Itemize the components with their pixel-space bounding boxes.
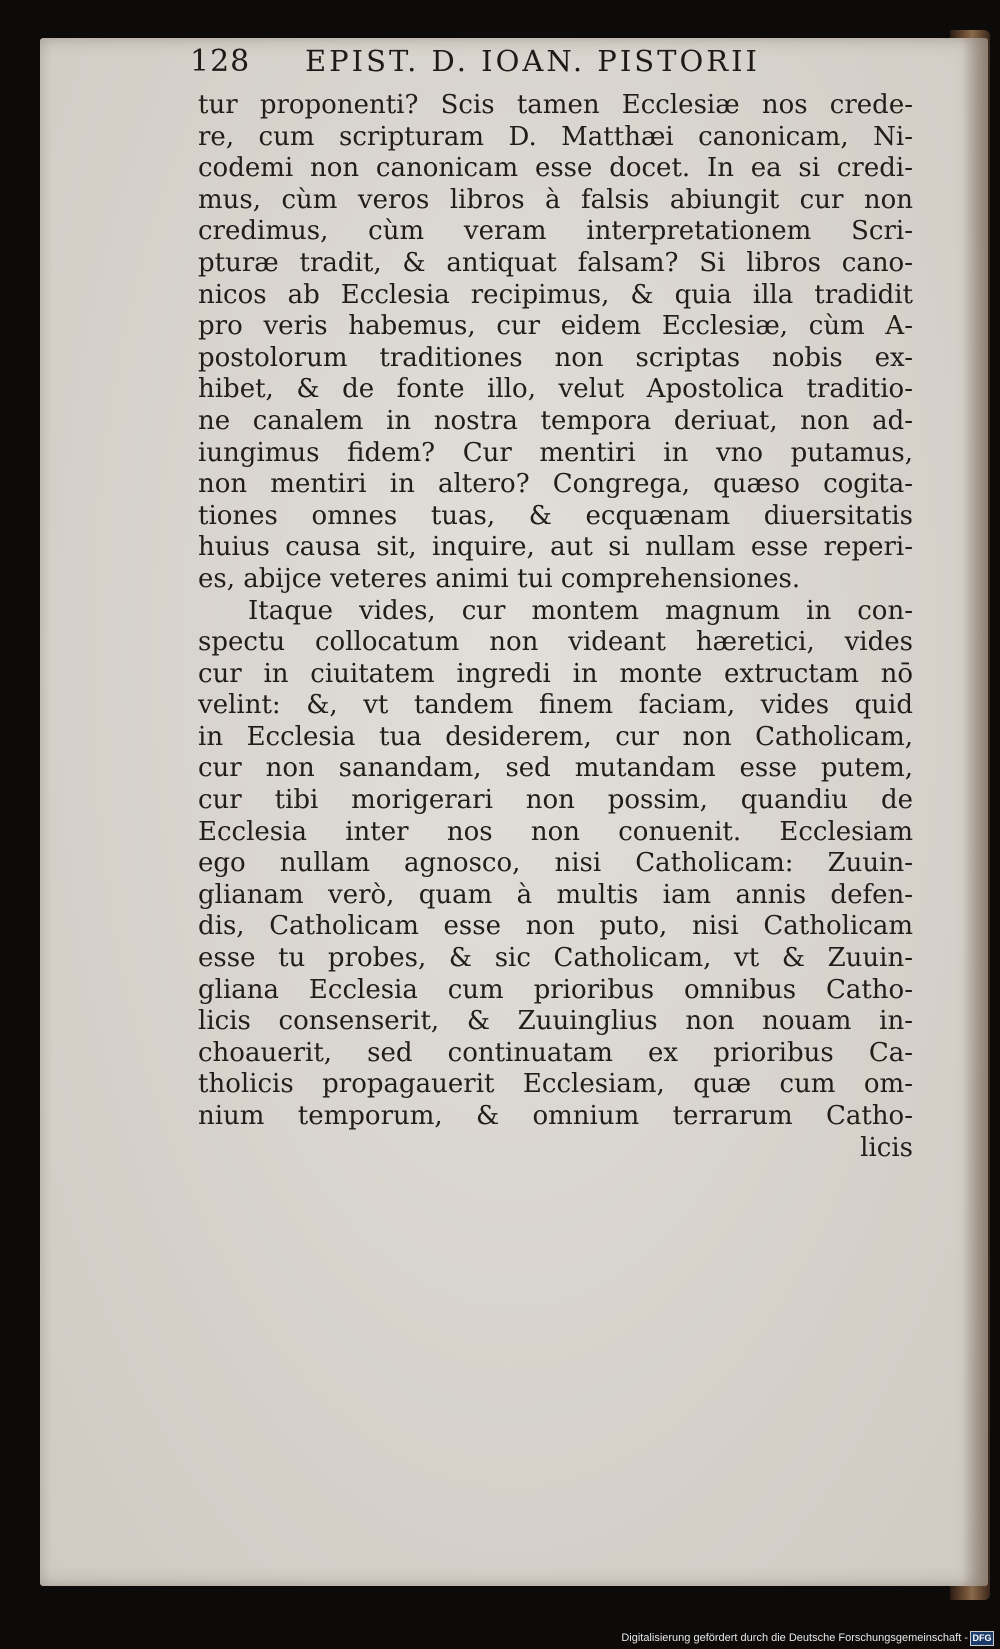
text-line: Ecclesia inter nos non conuenit. Ecclesiam <box>198 816 913 847</box>
text-line: tur proponenti? Scis tamen Ecclesiæ nos crede- <box>198 90 913 120</box>
text-line: licis consenserit, & Zuuinglius non nouam in- <box>198 1006 913 1037</box>
text-line: postolorum traditiones non scriptas nobis ex- <box>198 342 913 373</box>
funding-credit: Digitalisierung gefördert durch die Deutsche Forschungsgemeinschaft - <box>621 1632 968 1644</box>
text-line: ne canalem in nostra tempora deriuat, non ad- <box>198 405 913 436</box>
text-line: mus, cùm veros libros à falsis abiungit cur non <box>198 184 913 215</box>
paragraph-start-line: Itaque vides, cur montem magnum in con- <box>248 595 913 626</box>
page-gutter-shadow <box>962 38 988 1586</box>
text-line: glianam verò, quam à multis iam annis defen- <box>198 879 913 910</box>
text-line: cur in ciuitatem ingredi in monte extructam nō <box>198 658 913 689</box>
text-line: tiones omnes tuas, & ecquænam diuersitatis <box>198 500 913 531</box>
text-line: ego nullam agnosco, nisi Catholicam: Zuuin- <box>198 848 913 879</box>
text-line: credimus, cùm veram interpretationem Scri- <box>198 216 913 247</box>
text-line: dis, Catholicam esse non puto, nisi Catholicam <box>198 911 913 942</box>
text-line: pturæ tradit, & antiquat falsam? Si libros cano- <box>198 247 913 278</box>
text-line: pro veris habemus, cur eidem Ecclesiæ, cùm A- <box>198 311 913 342</box>
text-line: cur tibi morigerari non possim, quandiu de <box>198 785 913 816</box>
page-number: 128 <box>190 44 251 79</box>
text-line: choauerit, sed continuatam ex prioribus Ca- <box>198 1037 913 1068</box>
text-line: esse tu probes, & sic Catholicam, vt & Zuuin- <box>198 943 913 974</box>
running-title: EPIST. D. IOAN. PISTORII <box>305 44 761 78</box>
text-line: huius causa sit, inquire, aut si nullam esse reperi- <box>198 532 913 563</box>
text-line: velint: &, vt tandem finem faciam, vides quid <box>198 690 913 721</box>
text-line: nicos ab Ecclesia recipimus, & quia illa tradidit <box>198 279 913 310</box>
text-line: in Ecclesia tua desiderem, cur non Catholicam, <box>198 721 913 752</box>
text-line: non mentiri in altero? Congrega, quæso cogita- <box>198 469 913 500</box>
text-line: iungimus fidem? Cur mentiri in vno putamus, <box>198 437 913 468</box>
catchword: licis <box>860 1132 913 1163</box>
text-line: tholicis propagauerit Ecclesiam, quæ cum om- <box>198 1069 913 1100</box>
text-line: cur non sanandam, sed mutandam esse putem, <box>198 753 913 784</box>
body-text <box>198 90 913 1164</box>
text-line: nium temporum, & omnium terrarum Catho- <box>198 1101 913 1131</box>
text-line: gliana Ecclesia cum prioribus omnibus Catho- <box>198 974 913 1005</box>
text-line: spectu collocatum non videant hæretici, vides <box>198 627 913 658</box>
text-line: codemi non canonicam esse docet. In ea si credi- <box>198 153 913 184</box>
paragraph-end-line: es, abijce veteres animi tui comprehensiones. <box>198 563 801 594</box>
text-line: re, cum scripturam D. Matthæi canonicam, Ni- <box>198 121 913 152</box>
text-line: hibet, & de fonte illo, velut Apostolica traditio- <box>198 374 913 405</box>
dfg-logo: DFG <box>970 1631 994 1646</box>
